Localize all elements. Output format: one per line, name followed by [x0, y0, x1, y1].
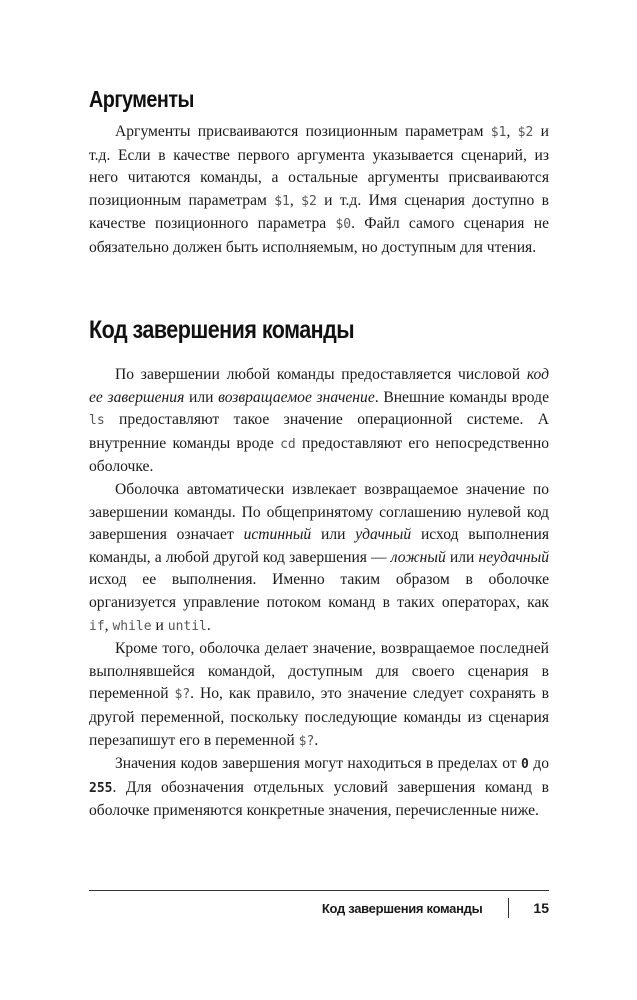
arguments-body — [89, 121, 549, 260]
footer-separator — [508, 898, 509, 918]
exit-code-paragraph-2: Оболочка автоматически извлекает возвращаемое значение по завершении команды. По общепринятому соглашению нулевой код завершения означает истинный или удачный исход выполнения команды, а любой другой код завершения — ложный или неудачный исход ее выполнения. Именно таким образом в оболочке организуется управление потоком команд в таких операторах, как if, while и until. — [89, 480, 549, 634]
section-heading-exit-code: Код завершения команды — [89, 316, 355, 344]
running-title: Код завершения команды — [321, 900, 483, 916]
page-footer — [322, 897, 549, 919]
book-page — [89, 0, 549, 1000]
footer-rule — [89, 890, 549, 891]
arguments-paragraph: Аргументы присваиваются позиционным параметрам $1, $2 и т.д. Если в качестве первого аргумента указывается сценарий, из него читаются команды, а остальные аргументы присваиваются позиционным параметрам $1, $2 и т.д. Имя сценария доступно в качестве позиционного параметра $0. Файл самого сценария не обязательно должен быть исполняемым, но доступным для чтения. — [89, 123, 550, 256]
page-number: 15 — [533, 900, 549, 916]
exit-code-paragraph-4: Значения кодов завершения могут находиться в пределах от 0 до 255. Для обозначения отдельных условий завершения команд в оболочке применяются конкретные значения, перечисленные ниже. — [89, 755, 549, 820]
exit-code-paragraph-1: По завершении любой команды предоставляется числовой код ее завершения или возвращаемое значение. Внешние команды вроде ls предоставляют такое значение операционной системе. А внутренние команды вроде cd предоставляют его непосредственно оболочке. — [89, 366, 550, 476]
section-heading-arguments: Аргументы — [89, 86, 194, 112]
exit-code-paragraph-3: Кроме того, оболочка делает значение, возвращаемое последней выполнявшейся командой, доступным для своего сценария в переменной $?. Но, как правило, это значение следует сохранять в другой переменной, поскольку последующие команды из сценария перезапишут его в переменной $?. — [89, 640, 549, 749]
exit-code-body — [89, 364, 549, 823]
